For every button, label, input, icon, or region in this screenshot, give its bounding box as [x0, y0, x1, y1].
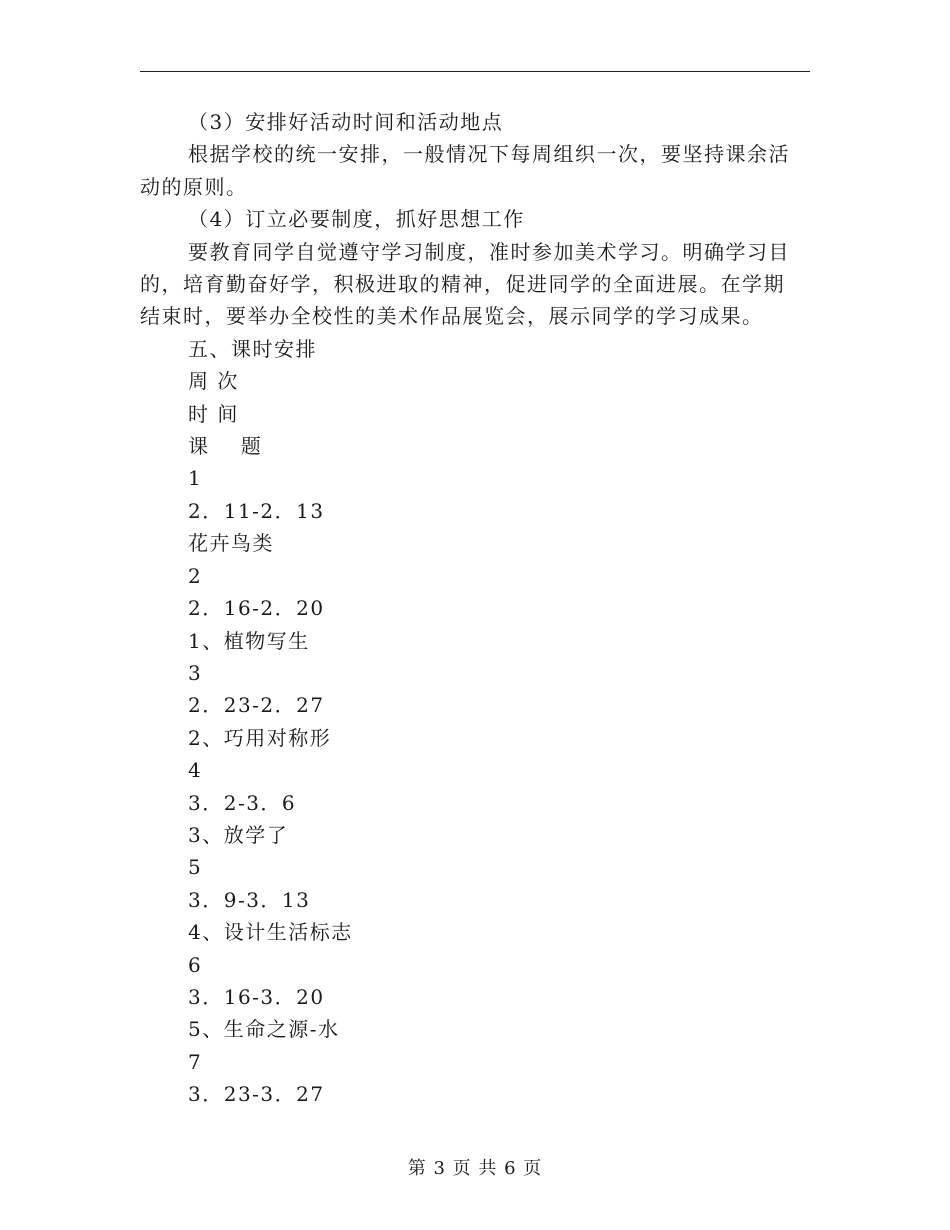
schedule-time: 3．2-3．6: [188, 790, 297, 815]
schedule-header-time: 时 间: [188, 401, 239, 426]
schedule-topic: 2、巧用对称形: [188, 725, 332, 750]
schedule-list: [140, 365, 800, 1110]
schedule-week: 1: [188, 466, 203, 491]
schedule-topic: 花卉鸟类: [188, 531, 274, 556]
schedule-header-topic: 课 题: [188, 434, 263, 459]
header-rule: [140, 71, 810, 72]
paragraph-rules: 要教育同学自觉遵守学习制度，准时参加美术学习。明确学习目的，培育勤奋好学，积极进取的精神，促进同学的全面进展。在学期结束时，要举办全校性的美术作品展览会，展示同学的学习成果。: [140, 239, 790, 329]
schedule-topic: 1、植物写生: [188, 628, 310, 653]
body-text: [140, 106, 800, 1111]
schedule-week: 6: [188, 952, 203, 977]
section-heading-schedule: 五、课时安排: [188, 336, 317, 361]
schedule-time: 3．9-3．13: [188, 887, 311, 912]
schedule-time: 2．11-2．13: [188, 498, 325, 523]
schedule-time: 3．23-3．27: [188, 1082, 325, 1107]
schedule-week: 7: [188, 1049, 203, 1074]
schedule-time: 2．16-2．20: [188, 596, 325, 621]
schedule-topic: 4、设计生活标志: [188, 920, 353, 945]
section-heading-3: （3）安排好活动时间和活动地点: [188, 110, 504, 134]
schedule-week: 4: [188, 758, 203, 783]
paragraph-activity-time: 根据学校的统一安排，一般情况下每周组织一次，要坚持课余活动的原则。: [140, 142, 790, 199]
schedule-topic: 5、生命之源-水: [188, 1017, 340, 1042]
schedule-time: 3．16-3．20: [188, 984, 325, 1009]
schedule-week: 3: [188, 660, 203, 685]
schedule-week: 5: [188, 855, 203, 880]
schedule-week: 2: [188, 563, 203, 588]
schedule-topic: 3、放学了: [188, 822, 289, 847]
schedule-header-week: 周 次: [188, 369, 239, 394]
schedule-time: 2．23-2．27: [188, 693, 325, 718]
page-number-text: 第 3 页 共 6 页: [407, 1158, 543, 1179]
page-footer: [0, 1154, 950, 1180]
section-heading-4: （4）订立必要制度，抓好思想工作: [188, 207, 525, 232]
